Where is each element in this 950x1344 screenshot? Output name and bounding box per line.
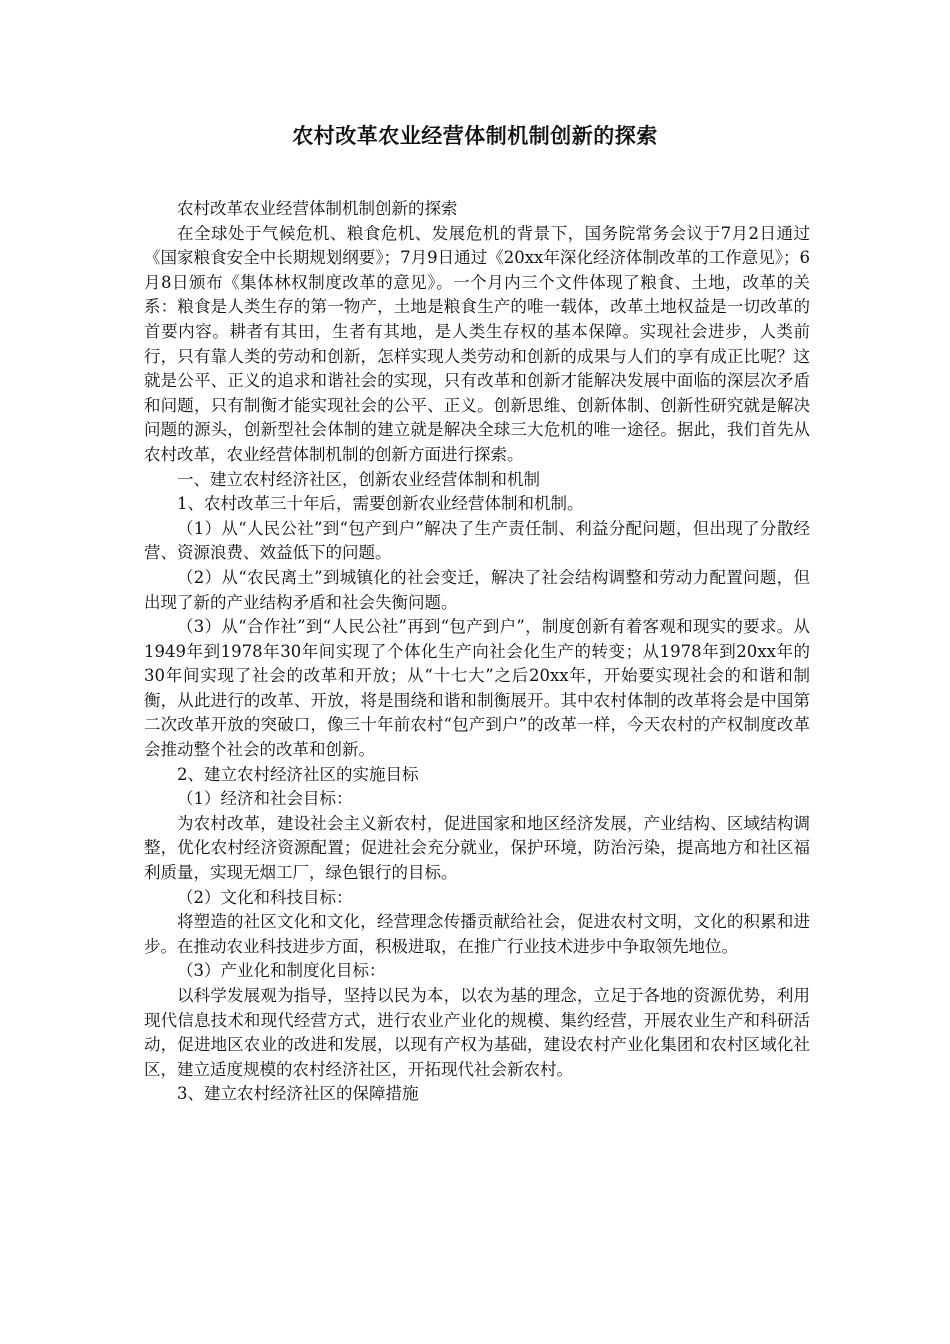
paragraph-item-1: （1）从“人民公社”到“包产到户”解决了生产责任制、利益分配问题，但出现了分散经营、资源浪费、效益低下的问题。 <box>144 518 810 563</box>
document-body <box>144 197 810 1107</box>
goal-heading-3: （3）产业化和制度化目标： <box>177 961 386 981</box>
paragraph-goal-2: 将塑造的社区文化和文化，经营理念传播贡献给社会，促进农村文明，文化的积累和进步。在推动农业科技进步方面，积极进取，在推广行业技术进步中争取领先地位。 <box>144 912 810 956</box>
goal-heading-1: （1）经济和社会目标： <box>177 789 353 809</box>
paragraph-item-3: （3）从“合作社”到“人民公社”再到“包产到户”，制度创新有着客观和现实的要求。从1949年到1978年30年间实现了个体化生产向社会化生产的转变；从1978年到20xx年的30年间实现了社会的改革和开放；从“十七大”之后20xx年，开始要实现社会的和谐和制衡，从此进行的改革、开放，将是围绕和谐和制衡展开。其中农村体制的改革将会是中国第二次改革开放的突破口，像三十年前农村“包产到户”的改革一样，今天农村的产权制度改革会推动整个社会的改革和创新。 <box>144 617 810 760</box>
subsection-heading-1: 1、农村改革三十年后，需要创新农业经营体制和机制。 <box>177 494 584 514</box>
section-heading-1: 一、建立农村经济社区，创新农业经营体制和机制 <box>177 469 540 489</box>
paragraph-subtitle: 农村改革农业经营体制机制创新的探索 <box>177 199 458 218</box>
document-title: 农村改革农业经营体制机制创新的探索 <box>292 124 658 148</box>
paragraph-item-2: （2）从“农民离土”到城镇化的社会变迁，解决了社会结构调整和劳动力配置问题，但出现了新的产业结构矛盾和社会失衡问题。 <box>144 567 810 612</box>
paragraph-goal-3: 以科学发展观为指导，坚持以民为本，以农为基的理念，立足于各地的资源优势，利用现代信息技术和现代经营方式，进行农业产业化的规模、集约经营，开展农业生产和科研活动，促进地区农业的改进和发展，以现有产权为基础，建设农村产业化集团和农村区域化社区，建立适度规模的农村经济社区，开拓现代社会新农村。 <box>144 986 810 1079</box>
paragraph-goal-1: 为农村改革，建设社会主义新农村，促进国家和地区经济发展，产业结构、区域结构调整，优化农村经济资源配置；促进社会充分就业，保护环境，防治污染，提高地方和社区福利质量，实现无烟工厂，绿色银行的目标。 <box>144 813 810 883</box>
subsection-heading-3: 3、建立农村经济社区的保障措施 <box>177 1084 419 1104</box>
paragraph-intro: 在全球处于气候危机、粮食危机、发展危机的背景下，国务院常务会议于7月2日通过《国家粮食安全中长期规划纲要》；7月9日通过《20xx年深化经济体制改革的工作意见》；6月8日颁布《集体林权制度改革的意见》。一个月内三个文件体现了粮食、土地，改革的关系：粮食是人类生存的第一物产，土地是粮食生产的唯一载体，改革土地权益是一切改革的首要内容。耕者有其田，生者有其地，是人类生存权的基本保障。实现社会进步，人类前行，只有靠人类的劳动和创新，怎样实现人类劳动和创新的成果与人们的享有成正比呢？这就是公平、正义的追求和谐社会的实现，只有改革和创新才能解决发展中面临的深层次矛盾和问题，只有制衡才能实现社会的公平、正义。创新思维、创新体制、创新性研究就是解决问题的源头，创新型社会体制的建立就是解决全球三大危机的唯一途径。据此，我们首先从农村改革，农业经营体制机制的创新方面进行探索。 <box>144 223 810 464</box>
subsection-heading-2: 2、建立农村经济社区的实施目标 <box>177 764 419 784</box>
goal-heading-2: （2）文化和科技目标： <box>177 887 353 907</box>
